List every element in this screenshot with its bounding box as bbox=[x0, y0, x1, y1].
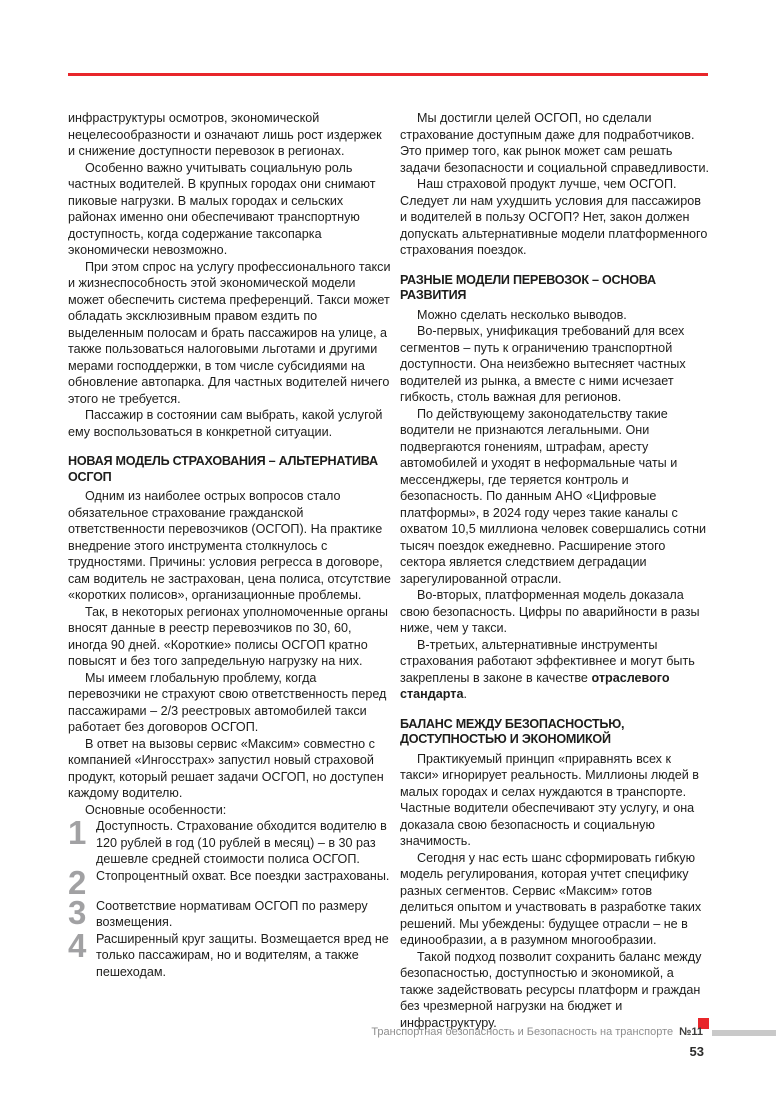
list-item-text: Стопроцентный охват. Все поездки застрахованы. bbox=[96, 868, 390, 883]
paragraph: Можно сделать несколько выводов. bbox=[417, 307, 627, 322]
list-number: 4 bbox=[68, 926, 86, 964]
paragraph: По действующему законодательству такие водители не признаются легальными. Они подвергаются гонениям, штрафам, аресту автомобилей и уходят в неформальные чаты и мессенджеры, где теряется контроль и безопасность. По данным АНО «Цифровые платформы», в 2024 году через такие каналы с охватом 10,5 миллиона человек совершались сотни тысяч поездок ежедневно. Расширение этого сектора является следствием деградации зарегулированной отрасли. bbox=[400, 406, 707, 586]
paragraph: Основные особенности: bbox=[85, 802, 227, 817]
paragraph bbox=[400, 637, 709, 703]
paragraph: Так, в некоторых регионах уполномоченные органы вносят данные в реестр перевозчиков по 30, 60, иногда 90 дней. «Короткие» полисы ОСГОП кратно повысят и без того запредельную нагрузку на них. bbox=[68, 604, 388, 668]
paragraph: Во-вторых, платформенная модель доказала свою безопасность. Цифры по аварийности в разы ниже, чем у такси. bbox=[400, 588, 700, 635]
page-number: 53 bbox=[689, 1044, 704, 1059]
paragraph: В ответ на вызовы сервис «Максим» совместно с компанией «Ингосстрах» запустил новый страховой продукт, который решает задачи ОСГОП, но доступен каждому водителю. bbox=[68, 736, 384, 800]
section-heading: НОВАЯ МОДЕЛЬ СТРАХОВАНИЯ – АЛЬТЕРНАТИВА ОСГОП bbox=[68, 454, 378, 484]
paragraph: Сегодня у нас есть шанс сформировать гибкую модель регулирования, которая учтет специфику разных сегментов. Сервис «Максим» готов делиться опытом и участвовать в разработке таких решений. Мы убеждены: будущее отрасли – не в единообразии, а в разумном многообразии. bbox=[400, 850, 702, 947]
text-run: В-третьих, альтернативные инструменты страхования работают эффективнее и могут быть закреплены в законе в качестве bbox=[400, 637, 695, 685]
paragraph: Наш страховой продукт лучше, чем ОСГОП. Следует ли нам ухудшить условия для пассажиров и водителей в пользу ОСГОП? Нет, закон должен допускать альтернативные модели платформенного страхования поездок. bbox=[400, 177, 708, 257]
numbered-list-item bbox=[68, 893, 392, 931]
section-heading: РАЗНЫЕ МОДЕЛИ ПЕРЕВОЗОК – ОСНОВА РАЗВИТИЯ bbox=[400, 272, 656, 302]
list-number: 1 bbox=[68, 814, 86, 851]
emphasized-text: отраслевого стандарта bbox=[400, 670, 670, 701]
numbered-list-item bbox=[68, 926, 392, 981]
numbered-list-item bbox=[68, 863, 392, 901]
paragraph: Такой подход позволит сохранить баланс между безопасностью, доступностью и экономикой, а также задействовать ресурсы платформ и граждан без чрезмерной нагрузки на бюджет и инфраструктуру. bbox=[400, 949, 709, 1032]
paragraph: Во-первых, унификация требований для всех сегментов – путь к ограничению транспортной доступности. Она неизбежно вытесняет частных водителей из рынка, а вместе с ними исчезает гибкость, столь важная для регионов. bbox=[400, 324, 686, 404]
list-item-text: Расширенный круг защиты. Возмещается вред не только пассажирам, но и водителям, а также пешеходам. bbox=[96, 931, 389, 979]
numbered-list-item bbox=[68, 814, 392, 868]
list-item-text: Соответствие нормативам ОСГОП по размеру возмещения. bbox=[96, 898, 368, 929]
paragraph: Практикуемый принцип «приравнять всех к такси» игнорирует реальность. Миллионы людей в малых городах и селах нуждаются в транспорте. Частные водители обеспечивают эту услугу, и она доказала свою безопасность и социальную значимость. bbox=[400, 751, 699, 848]
paragraph: Мы имеем глобальную проблему, когда перевозчики не страхуют свою ответственность перед пассажирами – 2/3 реестровых автомобилей такси работает без договоров ОСГОП. bbox=[68, 670, 387, 734]
paragraph: Мы достигли целей ОСГОП, но сделали страхование доступным даже для подработчиков. Это пример того, как рынок может сам решать задачи безопасности и социальной справедливости. bbox=[400, 111, 709, 175]
text-run: . bbox=[463, 687, 467, 701]
footer bbox=[68, 1026, 776, 1039]
paragraph: Пассажир в состоянии сам выбрать, какой услугой ему воспользоваться в конкретной ситуации. bbox=[68, 408, 383, 439]
paragraph: Одним из наиболее острых вопросов стало обязательное страхование гражданской ответственности перевозчиков (ОСГОП). На практике внедрение этого инструмента столкнулось с трудностями. Причины: условия регресса в договоре, сам водитель не застрахован, цена полиса, отсутствие «коротких полисов», организационные проблемы. bbox=[68, 489, 391, 602]
top-red-rule bbox=[68, 73, 708, 76]
article-column-right bbox=[400, 110, 709, 1031]
paragraph: Особенно важно учитывать социальную роль частных водителей. В крупных городах они снимают пиковые нагрузки. В малых городах и сельских районах именно они обеспечивают транспортную доступность, когда содержание таксопарка экономически невозможно. bbox=[68, 160, 376, 257]
list-number: 3 bbox=[68, 893, 86, 931]
footer-divider-bar bbox=[712, 1030, 776, 1036]
list-number: 2 bbox=[68, 863, 86, 901]
footer-journal-title: Транспортная безопасность и Безопасность на транспорте bbox=[371, 1026, 674, 1038]
paragraph: инфраструктуры осмотров, экономической нецелесообразности и означают лишь рост издержек и снижение доступности перевозок в регионах. bbox=[68, 111, 382, 158]
list-item-text: Доступность. Страхование обходится водителю в 120 рублей в год (10 рублей в месяц) – в 30 раз дешевле средней стоимости полиса ОСГОП. bbox=[96, 819, 387, 866]
section-heading: БАЛАНС МЕЖДУ БЕЗОПАСНОСТЬЮ, ДОСТУПНОСТЬЮ И ЭКОНОМИКОЙ bbox=[400, 716, 625, 746]
article-column-left bbox=[68, 110, 392, 980]
paragraph: При этом спрос на услугу профессионального такси и жизнеспособность этой экономической модели может обеспечить система преференций. Такси может обладать эксклюзивным правом ездить по выделенным полосам и брать пассажиров на улице, а также пользоваться налоговыми льготами и другими мерами господдержки, в том числе субсидиями на обновление автопарка. Для частных водителей ничего этого не требуется. bbox=[68, 259, 391, 406]
footer-issue-number: №11 bbox=[679, 1026, 703, 1038]
